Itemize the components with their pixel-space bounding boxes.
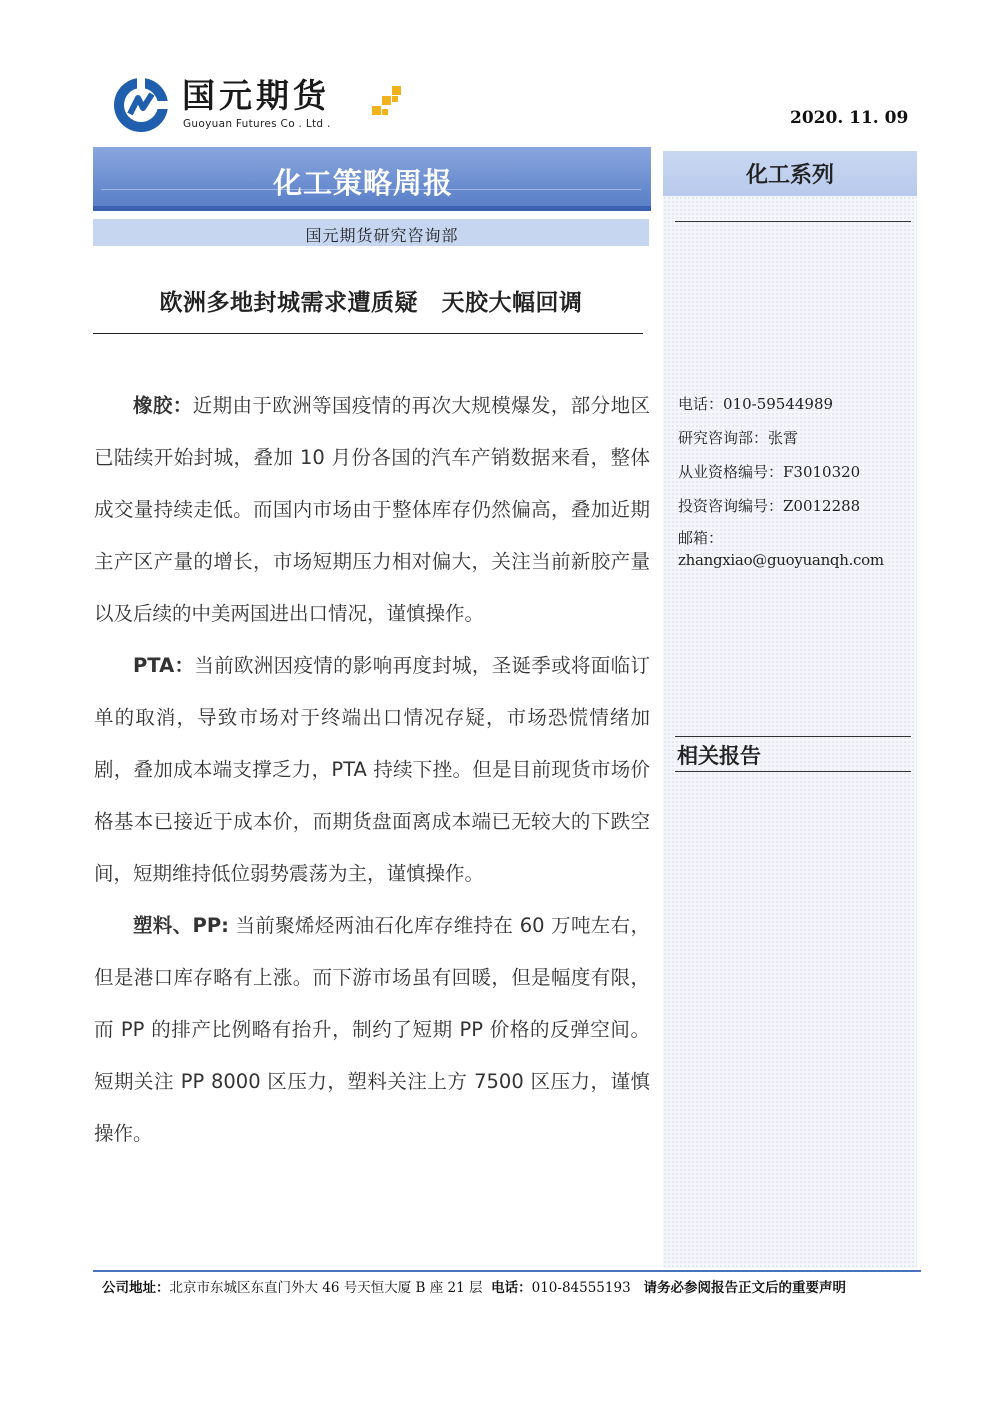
contact-email[interactable]: zhangxiao@guoyuanqh.com (678, 551, 884, 569)
contact-email-label: 邮箱： (678, 529, 724, 547)
footer-disclaimer: 请务必参阅报告正文后的重要声明 (643, 1280, 847, 1296)
series-name: 化工系列 (745, 163, 834, 188)
contact-consulting-id: 投资咨询编号：Z0012288 (678, 497, 861, 515)
section-label: 塑料、PP: (133, 914, 229, 937)
headline: 欧洲多地封城需求遭质疑 天胶大幅回调 (159, 290, 583, 316)
related-reports-title: 相关报告 (677, 744, 761, 768)
report-title: 化工策略周报 (272, 166, 453, 200)
footer-address: 北京市东城区东直门外大 46 号天恒大厦 B 座 21 层 (169, 1280, 483, 1296)
section-label: PTA： (133, 654, 195, 677)
section-rubber (94, 380, 650, 640)
related-divider-bottom (675, 771, 911, 772)
section-text: 近期由于欧洲等国疫情的再次大规模爆发，部分地区已陆续开始封城，叠加 10 月份各国的汽车产销数据来看，整体成交量持续走低。而国内市场由于整体库存仍然偏高，叠加近期主产区产量的增长，市场短期压力相对偏大，关注当前新胶产量以及后续的中美两国进出口情况，谨慎操作。 (94, 394, 650, 625)
sidebar-divider-top (675, 221, 911, 222)
footer-phone: 010-84555193 (531, 1280, 631, 1296)
report-body (94, 380, 650, 1160)
logo-squares-icon (366, 82, 406, 122)
sidebar-background (663, 196, 917, 1268)
series-bar (663, 151, 917, 196)
section-text: 当前欧洲因疫情的影响再度封城，圣诞季或将面临订单的取消，导致市场对于终端出口情况存疑，市场恐慌情绪加剧，叠加成本端支撑乏力，PTA 持续下挫。但是目前现货市场价格基本已接近于成本价，而期货盘面离成本端已无较大的下跌空间，短期维持低位弱势震荡为主，谨慎操作。 (94, 654, 650, 885)
report-date: 2020. 11. 09 (790, 108, 909, 128)
footer (102, 1276, 846, 1296)
contact-phone: 电话：010-59544989 (678, 395, 834, 413)
footer-address-label: 公司地址： (102, 1280, 170, 1296)
analyst-contact (678, 387, 910, 567)
contact-analyst: 研究咨询部：张霄 (678, 429, 799, 447)
guoyuan-logo-icon (112, 76, 170, 134)
headline-underline (93, 333, 643, 334)
company-name-en: Guoyuan Futures Co . Ltd . (183, 118, 331, 130)
section-text: 当前聚烯烃两油石化库存维持在 60 万吨左右，但是港口库存略有上涨。而下游市场虽有回暖，但是幅度有限，而 PP 的排产比例略有抬升，制约了短期 PP 价格的反弹空间。短期关注 PP 8000 区压力，塑料关注上方 7500 区压力，谨慎操作。 (94, 914, 650, 1145)
company-name-cn: 国元期货 (182, 76, 330, 115)
section-plastic-pp (94, 900, 650, 1160)
company-logo (112, 76, 412, 140)
department-name: 国元期货研究咨询部 (305, 226, 459, 245)
footer-divider (93, 1270, 921, 1272)
section-pta (94, 640, 650, 900)
footer-phone-label: 电话： (491, 1280, 532, 1296)
department-bar (93, 219, 649, 246)
related-divider-top (675, 736, 911, 737)
report-title-bar (93, 147, 651, 211)
section-label: 橡胶： (133, 394, 193, 417)
contact-qualification: 从业资格编号：F3010320 (678, 463, 861, 481)
